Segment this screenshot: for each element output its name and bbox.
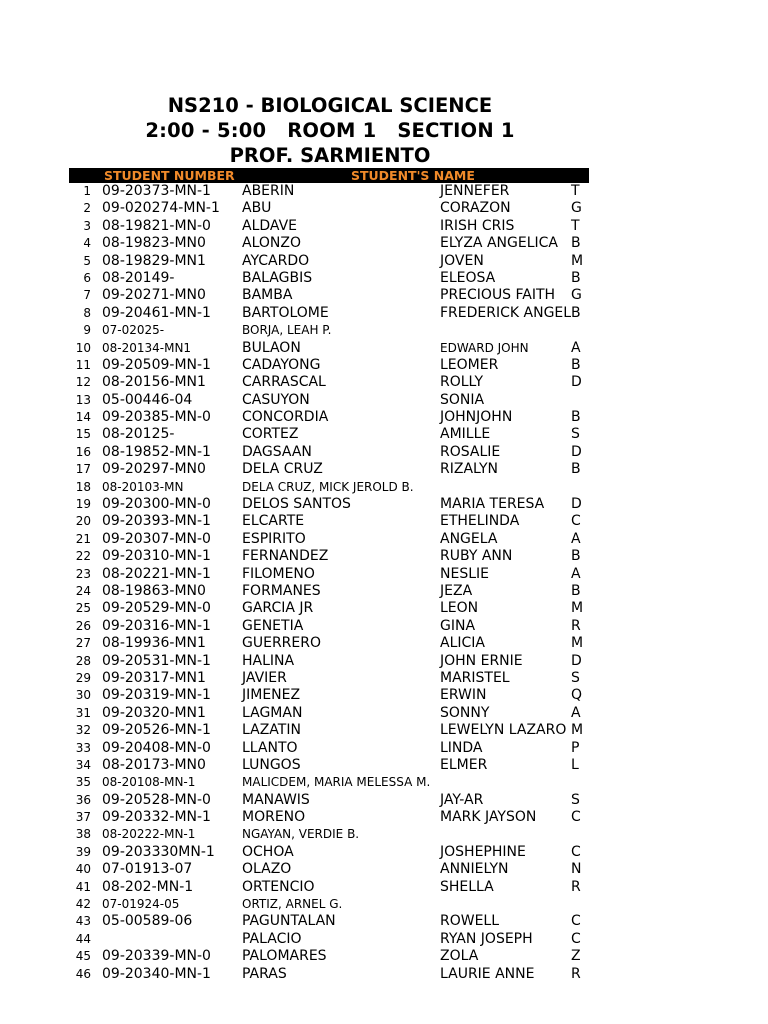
last-name-cell: CADAYONG bbox=[242, 356, 321, 373]
student-number-cell: 08-19821-MN-0 bbox=[102, 217, 211, 234]
middle-initial-cell: D bbox=[571, 443, 582, 460]
student-number-cell: 09-20297-MN0 bbox=[102, 461, 206, 478]
table-row bbox=[0, 618, 768, 635]
table-row bbox=[0, 757, 768, 774]
last-name-cell: JIMENEZ bbox=[242, 687, 301, 704]
last-name-cell: GARCIA JR bbox=[242, 600, 314, 617]
table-row bbox=[0, 183, 768, 200]
last-name-cell: ESPIRITO bbox=[242, 530, 306, 547]
table-row bbox=[0, 792, 768, 809]
middle-initial-cell: C bbox=[571, 809, 581, 826]
row-index: 31 bbox=[75, 705, 91, 720]
last-name-cell: ORTENCIO bbox=[242, 878, 315, 895]
middle-initial-cell: A bbox=[571, 565, 581, 582]
student-number-cell: 08-20221-MN-1 bbox=[102, 565, 211, 582]
first-name-cell: JOHN ERNIE bbox=[440, 652, 523, 669]
last-name-cell: CONCORDIA bbox=[242, 409, 329, 426]
middle-initial-cell: L bbox=[571, 756, 579, 773]
first-name-cell: EDWARD JOHN bbox=[440, 340, 529, 355]
student-number-cell: 08-20149- bbox=[102, 269, 175, 286]
table-row bbox=[0, 705, 768, 722]
first-name-cell: CORAZON bbox=[440, 200, 511, 217]
table-row bbox=[0, 461, 768, 478]
middle-initial-cell: Q bbox=[571, 687, 583, 704]
middle-initial-cell: S bbox=[571, 791, 580, 808]
last-name-cell: MALICDEM, MARIA MELESSA M. bbox=[242, 775, 431, 790]
table-row bbox=[0, 948, 768, 965]
student-number-cell: 08-202-MN-1 bbox=[102, 878, 194, 895]
middle-initial-cell: N bbox=[571, 861, 582, 878]
table-row bbox=[0, 409, 768, 426]
row-index: 29 bbox=[75, 670, 91, 685]
last-name-cell: OCHOA bbox=[242, 843, 294, 860]
row-index: 39 bbox=[75, 844, 91, 859]
first-name-cell: ELYZA ANGELICA bbox=[440, 235, 558, 252]
table-row bbox=[0, 513, 768, 530]
student-number-cell: 08-20103-MN bbox=[102, 479, 184, 494]
row-index: 26 bbox=[75, 618, 91, 633]
table-row bbox=[0, 531, 768, 548]
middle-initial-cell: S bbox=[571, 669, 580, 686]
middle-initial-cell: P bbox=[571, 739, 580, 756]
row-index: 3 bbox=[83, 218, 91, 233]
table-row bbox=[0, 566, 768, 583]
table-row bbox=[0, 270, 768, 287]
student-number-cell: 09-20531-MN-1 bbox=[102, 652, 211, 669]
last-name-cell: PARAS bbox=[242, 965, 287, 982]
first-name-cell: RUBY ANN bbox=[440, 548, 513, 565]
middle-initial-cell: D bbox=[571, 652, 582, 669]
middle-initial-cell: G bbox=[571, 200, 582, 217]
row-index: 38 bbox=[75, 827, 91, 842]
row-index: 6 bbox=[83, 270, 91, 285]
row-index: 36 bbox=[75, 792, 91, 807]
last-name-cell: LUNGOS bbox=[242, 756, 301, 773]
student-number-cell: 09-20300-MN-0 bbox=[102, 496, 211, 513]
first-name-cell: AMILLE bbox=[440, 426, 491, 443]
first-name-cell: ALICIA bbox=[440, 635, 485, 652]
last-name-cell: MORENO bbox=[242, 809, 306, 826]
middle-initial-cell: B bbox=[571, 356, 581, 373]
last-name-cell: ALONZO bbox=[242, 235, 301, 252]
first-name-cell: JOVEN bbox=[440, 252, 484, 269]
row-index: 11 bbox=[75, 357, 91, 372]
student-number-cell: 07-02025- bbox=[102, 323, 165, 338]
middle-initial-cell: B bbox=[571, 409, 581, 426]
middle-initial-cell: B bbox=[571, 548, 581, 565]
table-row bbox=[0, 774, 768, 791]
table-row bbox=[0, 809, 768, 826]
course-title: NS210 - BIOLOGICAL SCIENCE bbox=[167, 94, 493, 117]
professor-line: PROF. SARMIENTO bbox=[229, 144, 431, 167]
header-student-number: STUDENT NUMBER bbox=[104, 168, 235, 183]
table-row bbox=[0, 392, 768, 409]
table-row bbox=[0, 426, 768, 443]
middle-initial-cell: A bbox=[571, 530, 581, 547]
first-name-cell: LAURIE ANNE bbox=[440, 965, 535, 982]
last-name-cell: ALDAVE bbox=[242, 217, 298, 234]
row-index: 10 bbox=[75, 340, 91, 355]
last-name-cell: ELCARTE bbox=[242, 513, 305, 530]
middle-initial-cell: B bbox=[571, 235, 581, 252]
middle-initial-cell: T bbox=[571, 217, 580, 234]
first-name-cell: ELMER bbox=[440, 756, 488, 773]
student-list bbox=[0, 183, 768, 983]
first-name-cell: GINA bbox=[440, 617, 476, 634]
middle-initial-cell: R bbox=[571, 878, 581, 895]
last-name-cell: FORMANES bbox=[242, 582, 321, 599]
last-name-cell: BARTOLOME bbox=[242, 304, 329, 321]
first-name-cell: ANGELA bbox=[440, 530, 498, 547]
student-number-cell: 08-19863-MN0 bbox=[102, 582, 206, 599]
row-index: 35 bbox=[75, 775, 91, 790]
last-name-cell: GUERRERO bbox=[242, 635, 321, 652]
student-number-cell: 09-20529-MN-0 bbox=[102, 600, 211, 617]
row-index: 25 bbox=[75, 601, 91, 616]
first-name-cell: ETHELINDA bbox=[440, 513, 520, 530]
middle-initial-cell: R bbox=[571, 965, 581, 982]
row-index: 34 bbox=[75, 757, 91, 772]
student-number-cell: 09-20320-MN1 bbox=[102, 704, 206, 721]
first-name-cell: ANNIELYN bbox=[440, 861, 509, 878]
middle-initial-cell: A bbox=[571, 704, 581, 721]
table-header bbox=[69, 168, 589, 183]
middle-initial-cell: D bbox=[571, 374, 582, 391]
middle-initial-cell: D bbox=[571, 496, 582, 513]
row-index: 13 bbox=[75, 392, 91, 407]
middle-initial-cell: M bbox=[571, 722, 584, 739]
table-row bbox=[0, 826, 768, 843]
student-number-cell: 09-20307-MN-0 bbox=[102, 530, 211, 547]
first-name-cell: MARK JAYSON bbox=[440, 809, 537, 826]
middle-initial-cell: C bbox=[571, 913, 581, 930]
student-number-cell: 08-20173-MN0 bbox=[102, 756, 206, 773]
row-index: 42 bbox=[75, 897, 91, 912]
row-index: 32 bbox=[75, 723, 91, 738]
student-number-cell: 08-20156-MN1 bbox=[102, 374, 206, 391]
last-name-cell: JAVIER bbox=[242, 669, 287, 686]
row-index: 23 bbox=[75, 566, 91, 581]
schedule-line: 2:00 - 5:00 ROOM 1 SECTION 1 bbox=[145, 119, 515, 142]
middle-initial-cell: Z bbox=[571, 948, 581, 965]
row-index: 46 bbox=[75, 966, 91, 981]
first-name-cell: NESLIE bbox=[440, 565, 489, 582]
student-number-cell: 09-20408-MN-0 bbox=[102, 739, 211, 756]
first-name-cell: ELEOSA bbox=[440, 269, 496, 286]
middle-initial-cell: C bbox=[571, 843, 581, 860]
first-name-cell: LEOMER bbox=[440, 356, 499, 373]
document-title bbox=[0, 93, 660, 168]
student-number-cell: 08-19823-MN0 bbox=[102, 235, 206, 252]
table-row bbox=[0, 687, 768, 704]
first-name-cell: MARIA TERESA bbox=[440, 496, 545, 513]
last-name-cell: BORJA, LEAH P. bbox=[242, 323, 332, 338]
last-name-cell: FILOMENO bbox=[242, 565, 315, 582]
student-number-cell: 09-20528-MN-0 bbox=[102, 791, 211, 808]
row-index: 19 bbox=[75, 497, 91, 512]
middle-initial-cell: B bbox=[571, 582, 581, 599]
first-name-cell: RIZALYN bbox=[440, 461, 498, 478]
middle-initial-cell: T bbox=[571, 183, 580, 199]
first-name-cell: SONNY bbox=[440, 704, 490, 721]
table-row bbox=[0, 966, 768, 983]
student-number-cell: 09-20385-MN-0 bbox=[102, 409, 211, 426]
middle-initial-cell: M bbox=[571, 600, 584, 617]
row-index: 8 bbox=[83, 305, 91, 320]
row-index: 44 bbox=[75, 931, 91, 946]
table-row bbox=[0, 583, 768, 600]
first-name-cell: LEWELYN LAZARO bbox=[440, 722, 567, 739]
last-name-cell: BALAGBIS bbox=[242, 269, 313, 286]
table-row bbox=[0, 896, 768, 913]
student-number-cell: 05-00446-04 bbox=[102, 391, 193, 408]
table-row bbox=[0, 305, 768, 322]
row-index: 24 bbox=[75, 583, 91, 598]
last-name-cell: LAGMAN bbox=[242, 704, 303, 721]
table-row bbox=[0, 861, 768, 878]
table-row bbox=[0, 322, 768, 339]
student-number-cell: 08-20125- bbox=[102, 426, 175, 443]
student-number-cell: 09-20319-MN-1 bbox=[102, 687, 211, 704]
first-name-cell: ROLLY bbox=[440, 374, 484, 391]
student-number-cell: 09-20373-MN-1 bbox=[102, 183, 211, 199]
table-row bbox=[0, 913, 768, 930]
last-name-cell: CARRASCAL bbox=[242, 374, 326, 391]
student-number-cell: 08-20108-MN-1 bbox=[102, 775, 196, 790]
last-name-cell: ORTIZ, ARNEL G. bbox=[242, 897, 343, 912]
table-row bbox=[0, 722, 768, 739]
table-row bbox=[0, 253, 768, 270]
table-row bbox=[0, 740, 768, 757]
row-index: 4 bbox=[83, 236, 91, 251]
student-number-cell: 07-01913-07 bbox=[102, 861, 193, 878]
table-row bbox=[0, 548, 768, 565]
table-row bbox=[0, 200, 768, 217]
middle-initial-cell: M bbox=[571, 635, 584, 652]
student-number-cell: 09-20317-MN1 bbox=[102, 669, 206, 686]
first-name-cell: LINDA bbox=[440, 739, 483, 756]
first-name-cell: SHELLA bbox=[440, 878, 494, 895]
row-index: 37 bbox=[75, 810, 91, 825]
row-index: 22 bbox=[75, 549, 91, 564]
table-row bbox=[0, 635, 768, 652]
student-number-cell: 08-20222-MN-1 bbox=[102, 827, 196, 842]
row-index: 43 bbox=[75, 914, 91, 929]
student-number-cell: 08-19936-MN1 bbox=[102, 635, 206, 652]
last-name-cell: CASUYON bbox=[242, 391, 310, 408]
student-number-cell: 09-20526-MN-1 bbox=[102, 722, 211, 739]
row-index: 16 bbox=[75, 444, 91, 459]
middle-initial-cell: S bbox=[571, 426, 580, 443]
table-row bbox=[0, 444, 768, 461]
last-name-cell: OLAZO bbox=[242, 861, 292, 878]
last-name-cell: AYCARDO bbox=[242, 252, 310, 269]
first-name-cell: JOHNJOHN bbox=[440, 409, 513, 426]
first-name-cell: SONIA bbox=[440, 391, 485, 408]
first-name-cell: ERWIN bbox=[440, 687, 487, 704]
first-name-cell: LEON bbox=[440, 600, 479, 617]
first-name-cell: JAY-AR bbox=[440, 791, 484, 808]
middle-initial-cell: B bbox=[571, 304, 581, 321]
first-name-cell: PRECIOUS FAITH bbox=[440, 287, 556, 304]
row-index: 7 bbox=[83, 288, 91, 303]
last-name-cell: NGAYAN, VERDIE B. bbox=[242, 827, 360, 842]
last-name-cell: PAGUNTALAN bbox=[242, 913, 336, 930]
first-name-cell: ZOLA bbox=[440, 948, 479, 965]
middle-initial-cell: C bbox=[571, 930, 581, 947]
table-row bbox=[0, 600, 768, 617]
student-number-cell: 09-20339-MN-0 bbox=[102, 948, 211, 965]
row-index: 40 bbox=[75, 862, 91, 877]
last-name-cell: ABERIN bbox=[242, 183, 295, 199]
student-number-cell: 09-20332-MN-1 bbox=[102, 809, 211, 826]
last-name-cell: BAMBA bbox=[242, 287, 293, 304]
last-name-cell: DELOS SANTOS bbox=[242, 496, 351, 513]
middle-initial-cell: C bbox=[571, 513, 581, 530]
student-number-cell: 09-20310-MN-1 bbox=[102, 548, 211, 565]
first-name-cell: ROWELL bbox=[440, 913, 500, 930]
last-name-cell: FERNANDEZ bbox=[242, 548, 329, 565]
row-index: 12 bbox=[75, 375, 91, 390]
table-row bbox=[0, 653, 768, 670]
student-number-cell: 09-20509-MN-1 bbox=[102, 356, 211, 373]
table-row bbox=[0, 340, 768, 357]
row-index: 5 bbox=[83, 253, 91, 268]
table-row bbox=[0, 287, 768, 304]
row-index: 28 bbox=[75, 653, 91, 668]
row-index: 2 bbox=[83, 201, 91, 216]
table-row bbox=[0, 670, 768, 687]
last-name-cell: PALOMARES bbox=[242, 948, 327, 965]
last-name-cell: HALINA bbox=[242, 652, 295, 669]
student-number-cell: 05-00589-06 bbox=[102, 913, 193, 930]
student-number-cell: 09-20340-MN-1 bbox=[102, 965, 211, 982]
last-name-cell: LAZATIN bbox=[242, 722, 301, 739]
middle-initial-cell: B bbox=[571, 269, 581, 286]
middle-initial-cell: G bbox=[571, 287, 582, 304]
table-row bbox=[0, 357, 768, 374]
last-name-cell: PALACIO bbox=[242, 930, 302, 947]
row-index: 21 bbox=[75, 531, 91, 546]
header-student-name: STUDENT'S NAME bbox=[351, 168, 475, 183]
last-name-cell: DELA CRUZ, MICK JEROLD B. bbox=[242, 479, 414, 494]
student-number-cell: 09-20393-MN-1 bbox=[102, 513, 211, 530]
row-index: 33 bbox=[75, 740, 91, 755]
last-name-cell: DAGSAAN bbox=[242, 443, 312, 460]
table-row bbox=[0, 844, 768, 861]
last-name-cell: ABU bbox=[242, 200, 272, 217]
first-name-cell: FREDERICK ANGEL bbox=[440, 304, 572, 321]
first-name-cell: RYAN JOSEPH bbox=[440, 930, 533, 947]
row-index: 1 bbox=[83, 184, 91, 198]
table-row bbox=[0, 496, 768, 513]
first-name-cell: JEZA bbox=[440, 582, 473, 599]
row-index: 18 bbox=[75, 479, 91, 494]
row-index: 45 bbox=[75, 949, 91, 964]
row-index: 41 bbox=[75, 879, 91, 894]
student-number-cell: 07-01924-05 bbox=[102, 897, 180, 912]
first-name-cell: IRISH CRIS bbox=[440, 217, 515, 234]
student-number-cell: 09-203330MN-1 bbox=[102, 843, 215, 860]
row-index: 30 bbox=[75, 688, 91, 703]
middle-initial-cell: M bbox=[571, 252, 584, 269]
last-name-cell: CORTEZ bbox=[242, 426, 299, 443]
table-row bbox=[0, 879, 768, 896]
row-index: 15 bbox=[75, 427, 91, 442]
row-index: 17 bbox=[75, 462, 91, 477]
table-row bbox=[0, 374, 768, 391]
student-number-cell: 08-20134-MN1 bbox=[102, 340, 192, 355]
last-name-cell: LLANTO bbox=[242, 739, 298, 756]
student-number-cell: 08-19829-MN1 bbox=[102, 252, 206, 269]
student-number-cell: 09-20271-MN0 bbox=[102, 287, 206, 304]
first-name-cell: JENNEFER bbox=[440, 183, 510, 199]
table-row bbox=[0, 235, 768, 252]
row-index: 9 bbox=[83, 323, 91, 338]
last-name-cell: GENETIA bbox=[242, 617, 304, 634]
last-name-cell: DELA CRUZ bbox=[242, 461, 323, 478]
first-name-cell: MARISTEL bbox=[440, 669, 510, 686]
student-number-cell: 09-20316-MN-1 bbox=[102, 617, 211, 634]
table-row bbox=[0, 931, 768, 948]
row-index: 14 bbox=[75, 410, 91, 425]
table-row bbox=[0, 479, 768, 496]
student-number-cell: 08-19852-MN-1 bbox=[102, 443, 211, 460]
middle-initial-cell: A bbox=[571, 339, 581, 356]
middle-initial-cell: B bbox=[571, 461, 581, 478]
row-index: 20 bbox=[75, 514, 91, 529]
row-index: 27 bbox=[75, 636, 91, 651]
first-name-cell: JOSHEPHINE bbox=[440, 843, 526, 860]
middle-initial-cell: R bbox=[571, 617, 581, 634]
table-row bbox=[0, 218, 768, 235]
last-name-cell: MANAWIS bbox=[242, 791, 310, 808]
student-number-cell: 09-020274-MN-1 bbox=[102, 200, 220, 217]
student-number-cell: 09-20461-MN-1 bbox=[102, 304, 211, 321]
first-name-cell: ROSALIE bbox=[440, 443, 501, 460]
last-name-cell: BULAON bbox=[242, 339, 301, 356]
